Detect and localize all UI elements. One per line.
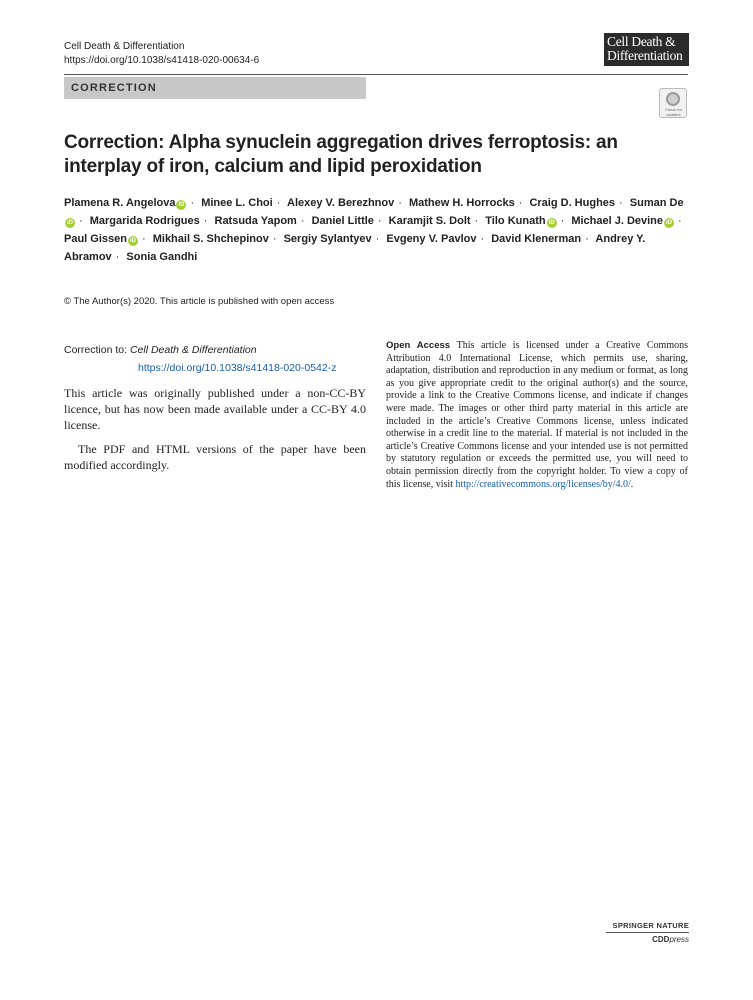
journal-logo <box>604 33 689 66</box>
author-separator: · <box>79 215 83 227</box>
article-type-banner: CORRECTION <box>64 77 366 99</box>
body-paragraph-1: This article was originally published under a non-CC-BY licence, but has now been made available under a CC-BY 4.0 license. <box>64 386 366 432</box>
logo-line-1: Cell Death & <box>607 34 676 49</box>
correction-to-journal: Cell Death & Differentiation <box>129 344 257 356</box>
cdd-press-logo <box>606 935 689 944</box>
correction-to <box>64 341 336 377</box>
check-for-updates-icon[interactable] <box>659 88 687 118</box>
author-separator: · <box>190 197 195 209</box>
author-separator: · <box>276 197 281 209</box>
author-name[interactable]: Paul Gissen <box>64 233 127 245</box>
license-text: This article is licensed under a Creative Commons Attribution 4.0 International License, which permits use, sharing, adaptation, distribution and reproduction in any medium or format, as long as you give appropriate credit to the original author(s) and the source, provide a link to the Creative Commons license, and indicate if changes were made. The images or other third party material in this article are included in the article’s Creative Commons license, unless indicated otherwise in a credit line to the material. If material is not included in the article’s Creative Commons license and your intended use is not permitted by statutory regulation or exceeds the permitted use, you will need to obtain permission directly from the copyright holder. To view a copy of this license, visit <box>386 340 689 490</box>
author-separator: · <box>518 197 523 209</box>
author-name[interactable]: Mathew H. Horrocks <box>408 197 515 209</box>
orcid-icon[interactable]: iD <box>67 220 73 226</box>
correction-to-label: Correction to: <box>64 344 128 356</box>
check-updates-label: Check for updates <box>664 107 683 117</box>
correction-to-doi-link[interactable]: https://doi.org/10.1038/s41418-020-0542-z <box>138 362 337 374</box>
license-end: . <box>630 478 634 490</box>
author-separator: · <box>141 233 146 245</box>
article-body <box>64 385 366 481</box>
open-access-license <box>386 340 688 491</box>
author-separator: · <box>480 233 485 245</box>
author-name[interactable]: Sergiy Sylantyev <box>283 233 372 245</box>
author-name[interactable]: Michael J. Devine <box>571 215 664 227</box>
orcid-icon[interactable]: iD <box>548 220 555 226</box>
author-name[interactable]: Tilo Kunath <box>485 215 546 227</box>
orcid-icon[interactable]: iD <box>129 238 136 244</box>
author-separator: · <box>377 215 382 227</box>
author-separator: · <box>300 215 305 227</box>
license-link[interactable]: http://creativecommons.org/licenses/by/4.0/ <box>455 478 631 490</box>
orcid-icon[interactable]: iD <box>666 220 673 226</box>
header-divider <box>64 74 688 75</box>
open-access-heading: Open Access <box>386 340 451 351</box>
author-name[interactable]: Andrey Y. Abramov <box>64 233 646 263</box>
author-name[interactable]: Alexey V. Berezhnov <box>287 197 395 209</box>
press-label: press <box>669 935 689 944</box>
journal-name: Cell Death & Differentiation <box>64 41 185 52</box>
author-separator: · <box>678 215 682 227</box>
article-doi[interactable]: https://doi.org/10.1038/s41418-020-00634-6 <box>64 55 260 66</box>
author-name[interactable]: Minee L. Choi <box>201 197 273 209</box>
author-name[interactable]: Daniel Little <box>311 215 374 227</box>
author-name[interactable]: Craig D. Hughes <box>529 197 616 209</box>
body-paragraph-2: The PDF and HTML versions of the paper have been modified accordingly. <box>64 442 366 472</box>
springer-nature-logo: SPRINGER NATURE <box>612 921 689 930</box>
copyright-notice: © The Author(s) 2020. This article is published with open access <box>64 296 335 307</box>
logo-line-2: Differentiation <box>607 48 683 63</box>
author-separator: · <box>585 233 589 245</box>
author-separator: · <box>619 197 623 209</box>
author-name[interactable]: David Klenerman <box>491 233 582 245</box>
author-name[interactable]: Evgeny V. Pavlov <box>386 233 477 245</box>
author-separator: · <box>272 233 277 245</box>
author-name[interactable]: Sonia Gandhi <box>126 251 198 263</box>
author-name[interactable]: Margarida Rodrigues <box>89 215 200 227</box>
cdd-label: CDD <box>652 935 670 944</box>
author-name[interactable]: Mikhail S. Shchepinov <box>152 233 269 245</box>
author-separator: · <box>560 215 565 227</box>
author-separator: · <box>398 197 402 209</box>
author-name[interactable]: Plamena R. Angelova <box>64 197 176 209</box>
author-separator: · <box>115 251 120 263</box>
article-title: Correction: Alpha synuclein aggregation drives ferroptosis: an interplay of iron, calcium and lipid peroxidation <box>64 132 618 177</box>
author-list <box>64 194 694 266</box>
author-separator: · <box>375 233 380 245</box>
author-separator: · <box>474 215 479 227</box>
publisher-logo <box>606 921 689 944</box>
author-name[interactable]: Ratsuda Yapom <box>214 215 297 227</box>
orcid-icon[interactable]: iD <box>178 202 185 208</box>
publisher-divider <box>606 932 689 933</box>
check-updates-circle-icon <box>666 92 680 106</box>
author-name[interactable]: Suman De <box>629 197 684 209</box>
author-separator: · <box>203 215 208 227</box>
author-name[interactable]: Karamjit S. Dolt <box>388 215 471 227</box>
